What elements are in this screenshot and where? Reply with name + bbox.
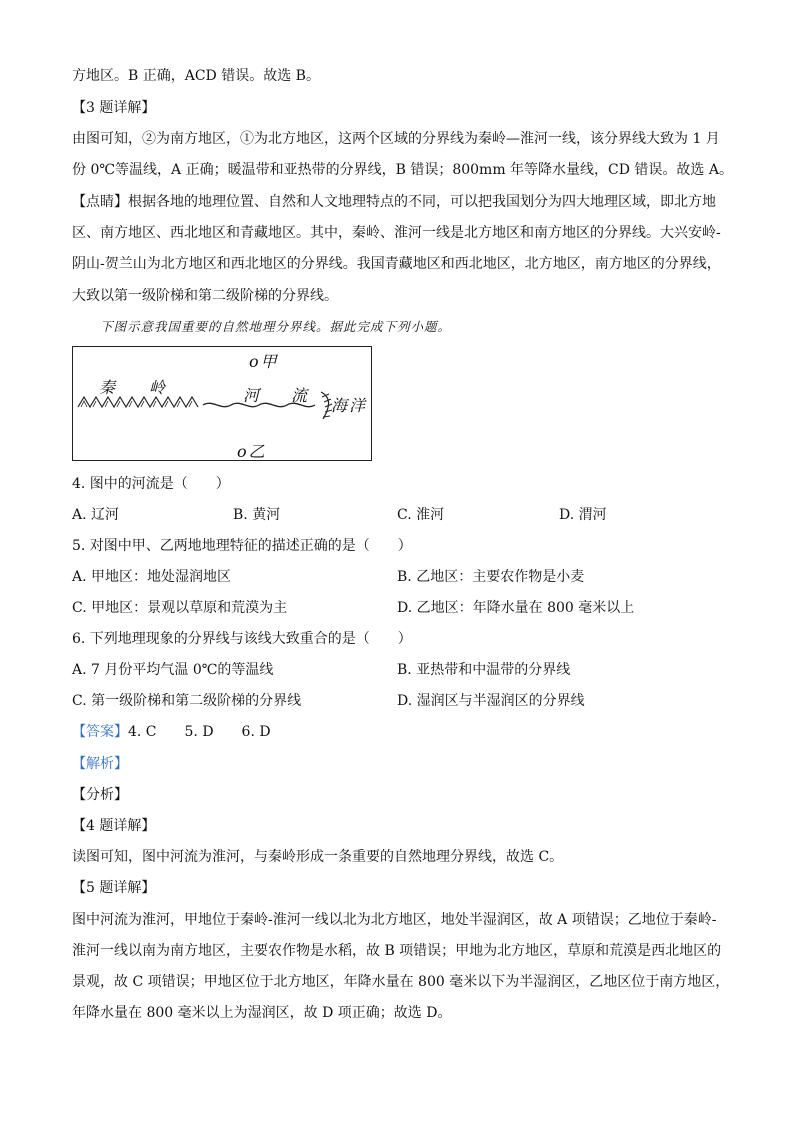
q4-option-b: B. 黄河 [233, 507, 281, 523]
jiexi-label: 【解析】 [72, 756, 128, 772]
q4-option-c: C. 淮河 [397, 507, 445, 523]
figure-caption: 下图示意我国重要的自然地理分界线。据此完成下列小题。 [100, 319, 452, 334]
q6-option-b: B. 亚热带和中温带的分界线 [397, 662, 571, 678]
text-line: 淮河一线以南为南方地区，主要农作物是水稻，故 B 项错误；甲地为北方地区，草原和荒漠是西北地区的 [72, 943, 722, 959]
q6-option-d: D. 湿润区与半湿润区的分界线 [397, 693, 585, 709]
q6-option-c: C. 第一级阶梯和第二级阶梯的分界线 [72, 693, 302, 709]
q5-option-d: D. 乙地区：年降水量在 800 毫米以上 [397, 600, 635, 616]
text-line: 读图可知，图中河流为淮河，与秦岭形成一条重要的自然地理分界线，故选 C。 [72, 849, 564, 865]
label-jia: o甲 [249, 352, 279, 371]
question-5: 5. 对图中甲、乙两地地理特征的描述正确的是（ ） [72, 538, 412, 554]
boundary-figure [72, 346, 372, 461]
answer-line [72, 722, 271, 742]
text-line: 【点睛】根据各地的地理位置、自然和人文地理特点的不同，可以把我国划分为四大地理区域，即北方地 [72, 194, 716, 210]
text-line: 份 0℃等温线，A 正确；暖温带和亚热带的分界线，B 错误；800mm 年等降水量线，CD 错误。故选 A。 [72, 162, 733, 178]
label-liu: 流 [291, 386, 310, 405]
answer-label: 【答案】 [72, 724, 128, 740]
q6-option-a: A. 7 月份平均气温 0℃的等温线 [72, 662, 274, 678]
label-he: 河 [243, 386, 262, 405]
section-heading: 【4 题详解】 [72, 818, 156, 834]
mountain-range [78, 397, 198, 407]
fenxi-label: 【分析】 [72, 787, 128, 803]
text-line: 阴山-贺兰山为北方地区和西北地区的分界线。我国青藏地区和西北地区，北方地区，南方地区的分界线， [72, 256, 721, 272]
text-line: 景观，故 C 项错误；甲地区位于北方地区，年降水量在 800 毫米以下为半湿润区，乙地区位于南方地区， [72, 974, 730, 990]
label-yi: o乙 [237, 442, 267, 461]
text-line: 区、南方地区、西北地区和青藏地区。其中，秦岭、淮河一线是北方地区和南方地区的分界线。大兴安岭- [72, 225, 721, 241]
text-line: 年降水量在 800 毫米以上为湿润区，故 D 项正确；故选 D。 [72, 1005, 452, 1021]
figure-drawing [73, 347, 373, 462]
text-line: 由图可知，②为南方地区，①为北方地区，这两个区域的分界线为秦岭—淮河一线，该分界线大致为 1 月 [72, 131, 720, 147]
answer-value: 4. C 5. D 6. D [128, 724, 271, 740]
label-qin: 秦 [99, 378, 118, 397]
q4-option-d: D. 渭河 [559, 507, 607, 523]
label-haiyang: 海洋 [331, 396, 368, 415]
label-ling: 岭 [149, 378, 168, 397]
q5-option-a: A. 甲地区：地处湿润地区 [72, 569, 232, 585]
text-line: 图中河流为淮河，甲地位于秦岭-淮河一线以北为北方地区，地处半湿润区，故 A 项错误；乙地位于秦岭- [72, 912, 717, 928]
text-line: 大致以第一级阶梯和第二级阶梯的分界线。 [72, 288, 338, 304]
q5-option-c: C. 甲地区：景观以草原和荒漠为主 [72, 600, 288, 616]
q4-option-a: A. 辽河 [72, 507, 120, 523]
question-6: 6. 下列地理现象的分界线与该线大致重合的是（ ） [72, 631, 412, 647]
q5-option-b: B. 乙地区：主要农作物是小麦 [397, 569, 585, 585]
section-heading: 【3 题详解】 [72, 100, 156, 116]
text-line: 方地区。B 正确，ACD 错误。故选 B。 [72, 68, 320, 84]
question-4: 4. 图中的河流是（ ） [72, 476, 230, 492]
section-heading: 【5 题详解】 [72, 880, 156, 896]
